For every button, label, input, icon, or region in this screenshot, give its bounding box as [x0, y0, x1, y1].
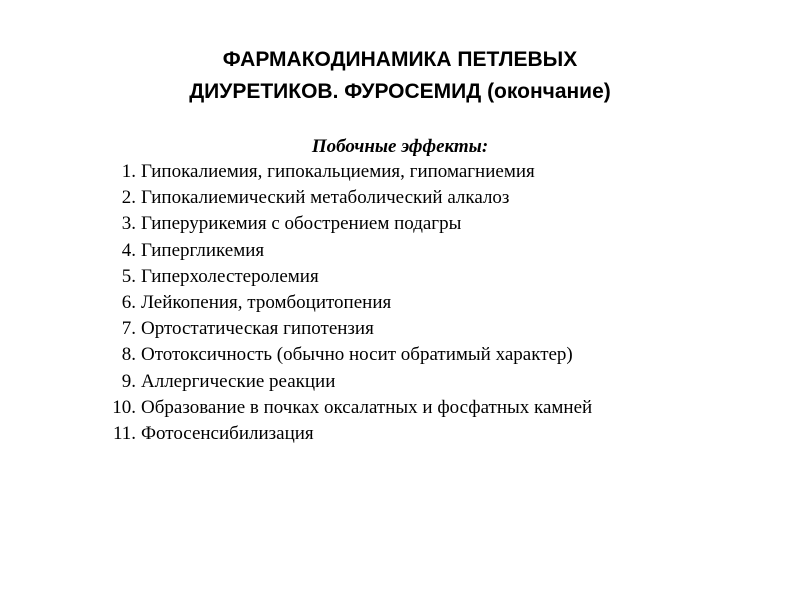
list-item-number: 6. [121, 292, 136, 314]
list-item [106, 290, 592, 316]
title-line-2: ДИУРЕТИКОВ. ФУРОСЕМИД (окончание) [189, 80, 611, 103]
list-item [106, 264, 592, 290]
list-item-text: Гипергликемия [141, 239, 265, 261]
list-item-number: 1. [121, 161, 136, 182]
list-item-number: 11. [112, 423, 136, 445]
list-item-number: 2. [121, 187, 136, 209]
slide-title [0, 44, 800, 108]
list-item-number: 3. [121, 213, 136, 235]
list-item [106, 316, 592, 342]
list-item-number: 9. [121, 370, 136, 392]
list-item [106, 211, 592, 237]
list-item-number: 7. [121, 318, 136, 340]
list-item-number: 10. [112, 396, 136, 418]
list-item [106, 159, 592, 185]
list-item-number: 5. [121, 265, 136, 287]
list-item-text: Гиперурикемия с обострением подагры [141, 213, 462, 235]
list-item-number: 8. [121, 344, 136, 366]
list-item [106, 185, 592, 211]
list-item-text: Гипокалиемия, гипокальциемия, гипомагниемия [141, 161, 535, 182]
title-line-1: ФАРМАКОДИНАМИКА ПЕТЛЕВЫХ [222, 48, 578, 71]
list-item-number: 4. [121, 239, 136, 261]
list-item [106, 342, 592, 368]
list-item [106, 421, 592, 447]
list-item-text: Ототоксичность (обычно носит обратимый характер) [141, 344, 573, 366]
list-item [106, 238, 592, 264]
list-item-text: Гиперхолестеролемия [141, 265, 319, 287]
side-effects-list [106, 159, 592, 447]
list-item-text: Ортостатическая гипотензия [141, 318, 374, 340]
list-item-text: Лейкопения, тромбоцитопения [141, 292, 392, 314]
list-item [106, 369, 592, 395]
list-item-text: Образование в почках оксалатных и фосфатных камней [141, 396, 593, 418]
list-item-text: Аллергические реакции [141, 370, 336, 392]
list-item-text: Фотосенсибилизация [141, 423, 314, 445]
list-item [106, 395, 592, 421]
list-item-text: Гипокалиемический метаболический алкалоз [141, 187, 510, 209]
side-effects-heading: Побочные эффекты: [311, 136, 489, 157]
